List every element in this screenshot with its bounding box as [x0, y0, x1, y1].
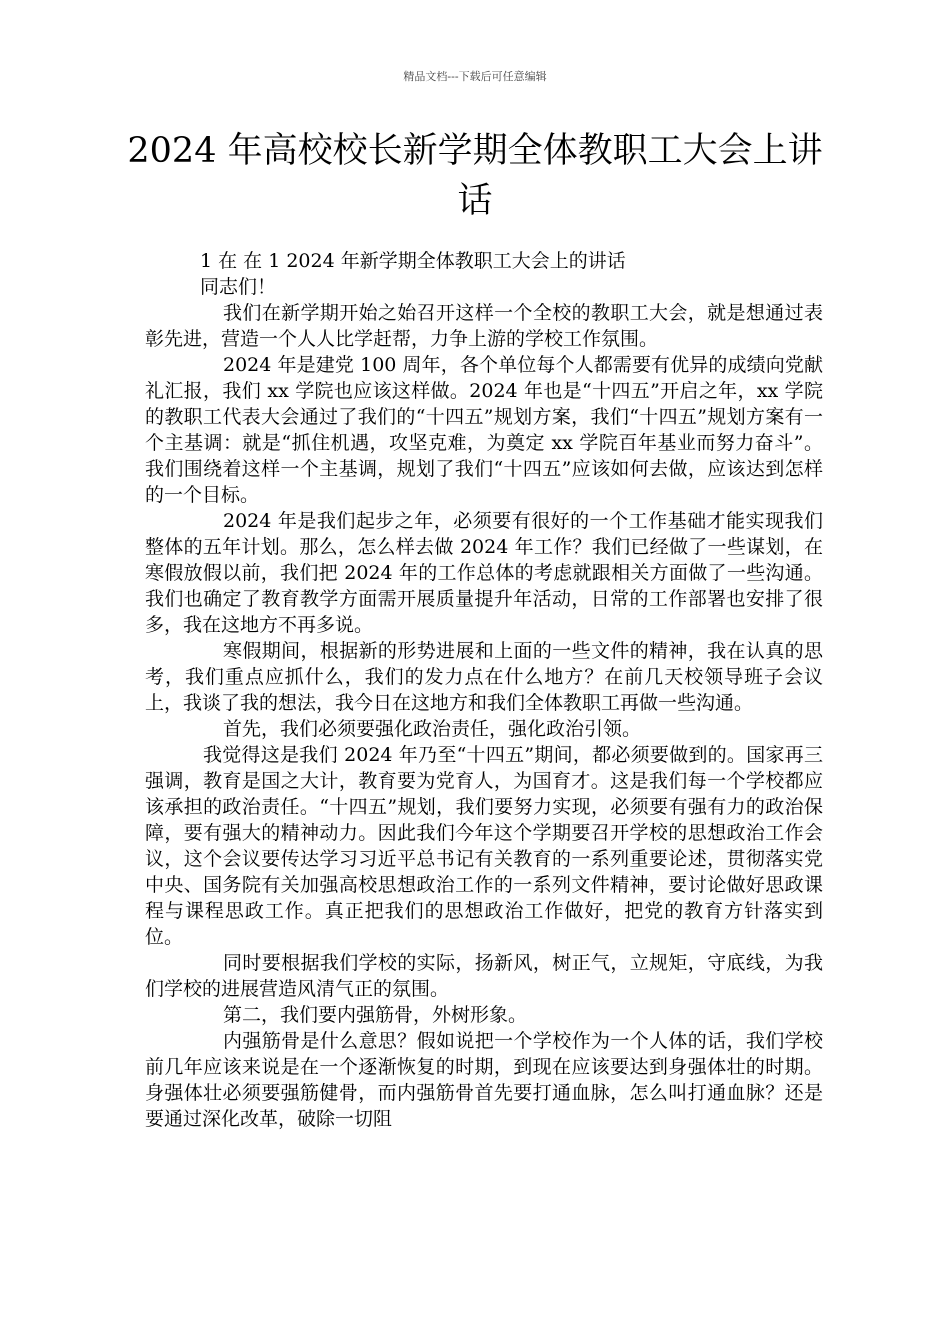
- paragraph: 我觉得这是我们 2024 年乃至“十四五”期间，都必须要做到的。国家再三强调，教育是国之大计，教育要为党育人，为国育才。这是我们每一个学校都应该承担的政治责任。“十四五”规划，我们要努力实现，必须要有强有力的政治保障，要有强大的精神动力。因此我们今年这个学期要召开学校的思想政治工作会议，这个会议要传达学习习近平总书记有关教育的一系列重要论述，贯彻落实党中央、国务院有关加强高校思想政治工作的一系列文件精神，要讨论做好思政课程与课程思政工作。真正把我们的思想政治工作做好，把党的教育方针落实到位。: [145, 744, 823, 948]
- paragraph: 2024 年是建党 100 周年，各个单位每个人都需要有优异的成绩向党献礼汇报，我们 xx 学院也应该这样做。2024 年也是“十四五”开启之年，xx 学院的教职工代表大会通过了我们的“十四五”规划方案，我们“十四五”规划方案有一个主基调：就是“抓住机遇，攻坚克难，为奠定 xx 学院百年基业而努力奋斗”。我们围绕着这样一个主基调，规划了我们“十四五”应该如何去做，应该达到怎样的一个目标。: [145, 354, 823, 506]
- paragraph: 我们在新学期开始之始召开这样一个全校的教职工大会，就是想通过表彰先进，营造一个人人比学赶帮，力争上游的学校工作氛围。: [145, 302, 823, 350]
- paragraph: 内强筋骨是什么意思？假如说把一个学校作为一个人体的话，我们学校前几年应该来说是在一个逐渐恢复的时期，到现在应该要达到身强体壮的时期。身强体壮必须要强筋健骨，而内强筋骨首先要打通血脉，怎么叫打通血脉？还是要通过深化改革，破除一切阻: [145, 1030, 823, 1130]
- document-title: 2024 年高校校长新学期全体教职工大会上讲话: [127, 131, 823, 221]
- paragraph: 同时要根据我们学校的实际，扬新风，树正气，立规矩，守底线，为我们学校的进展营造风清气正的氛围。: [145, 952, 823, 1000]
- paragraph: 2024 年是我们起步之年，必须要有很好的一个工作基础才能实现我们整体的五年计划。那么，怎么样去做 2024 年工作？我们已经做了一些谋划，在寒假放假以前，我们把 2024 年的工作总体的考虑就跟相关方面做了一些沟通。我们也确定了教育教学方面需开展质量提升年活动，日常的工作部署也安排了很多，我在这地方不再多说。: [145, 510, 823, 636]
- paragraph-subtitle: 1 在 在 1 2024 年新学期全体教职工大会上的讲话: [200, 250, 626, 272]
- page-header: 精品文档---下载后可任意编辑: [403, 70, 547, 83]
- paragraph: 寒假期间，根据新的形势进展和上面的一些文件的精神，我在认真的思考，我们重点应抓什么，我们的发力点在什么地方？在前几天校领导班子会议上，我谈了我的想法，我今日在这地方和我们全体教职工再做一些沟通。: [145, 640, 823, 714]
- paragraph: 首先，我们必须要强化政治责任，强化政治引领。: [223, 718, 642, 740]
- paragraph: 第二，我们要内强筋骨，外树形象。: [223, 1004, 528, 1026]
- paragraph-greeting: 同志们！: [200, 276, 277, 298]
- document-body: [145, 248, 823, 1132]
